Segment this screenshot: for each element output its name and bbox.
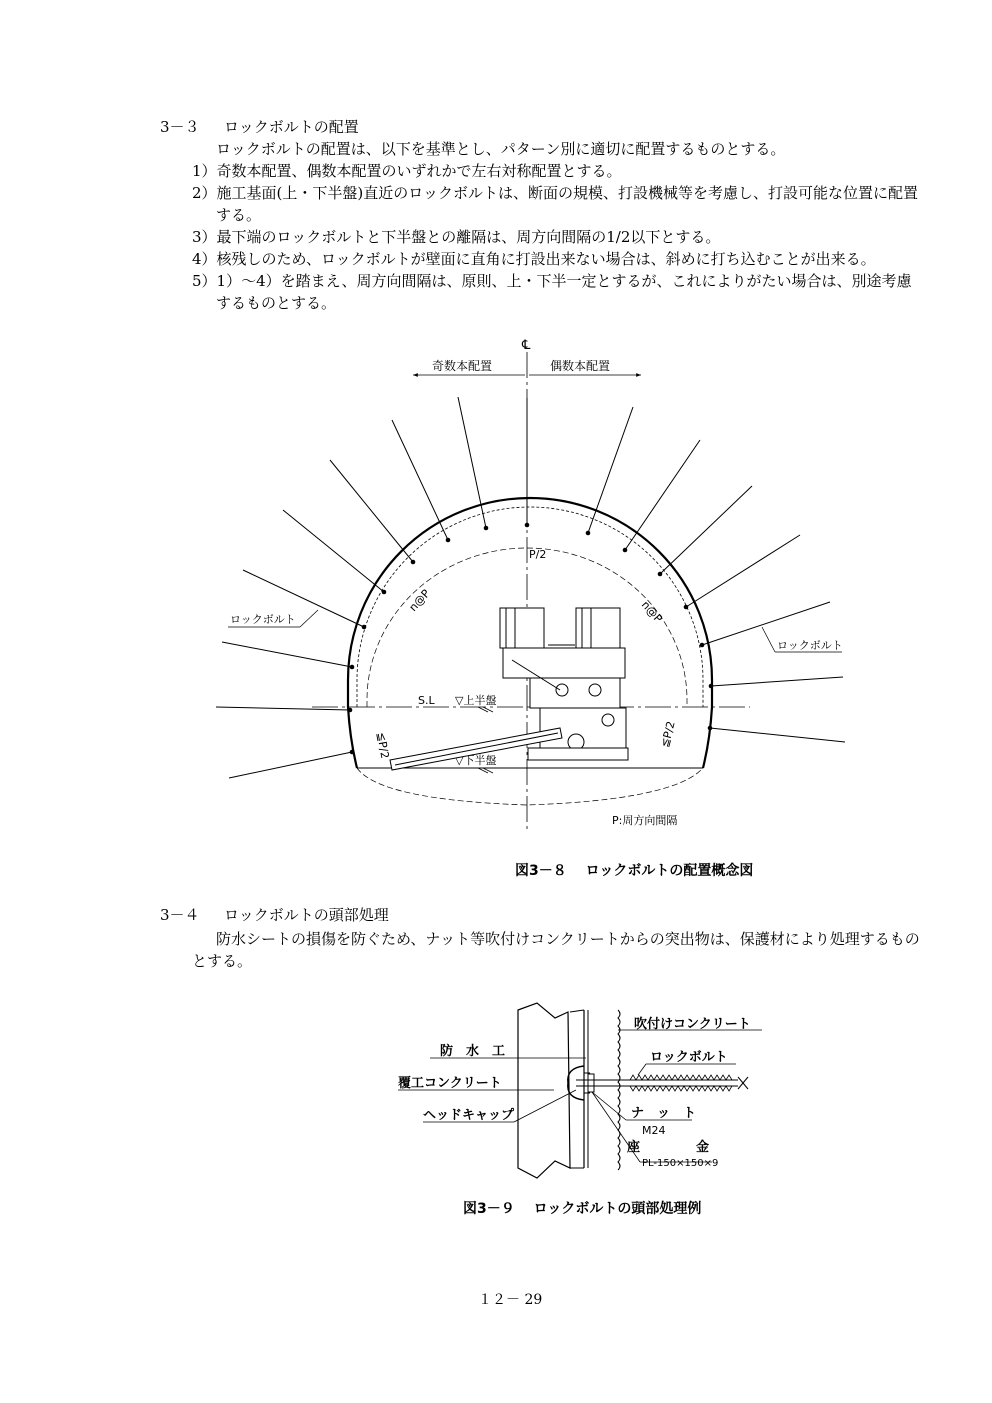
rock-bolt [625, 440, 700, 550]
page-number: １２－ 29 [478, 1292, 543, 1308]
even-placement-label: 偶数本配置 [550, 359, 611, 373]
p2-right-label: ≦P/2 [658, 719, 678, 749]
rock-bolt [660, 486, 752, 574]
figure-3-9-caption: 図3－９ ロックボルトの頭部処理例 [463, 1201, 702, 1217]
section-3-3-number: 3－３ [160, 118, 200, 136]
rock-bolt [711, 677, 843, 686]
list-item-2-cont: する。 [216, 206, 262, 224]
shotcrete-edge [618, 1010, 620, 1170]
washer-label-a: 座 [627, 1140, 641, 1155]
centerline-symbol: ℄ [522, 338, 531, 353]
rock-bolt [710, 728, 845, 742]
section-3-3-heading: ロックボルトの配置 [224, 118, 359, 136]
lining-concrete-section [518, 1003, 570, 1178]
rock-bolt [283, 510, 384, 592]
list-item-1: 1）奇数本配置、偶数本配置のいずれかで左右対称配置とする。 [192, 162, 622, 180]
invert-dashed-line [357, 768, 703, 805]
rock-bolt [229, 752, 352, 778]
rock-bolt [222, 642, 352, 667]
spring-line-label: S.L [418, 694, 435, 707]
p2-left-label: ≦P/2 [374, 731, 392, 760]
section-3-4-body-line2: とする。 [192, 952, 253, 970]
list-item-3: 3）最下端のロックボルトと下半盤との離隔は、周方向間隔の1/2以下とする。 [192, 228, 721, 246]
rock-bolt [588, 407, 633, 533]
list-item-5-cont: するものとする。 [216, 294, 337, 312]
lower-bench-label: ▽下半盤 [455, 754, 497, 767]
rockbolt-label-right: ロックボルト [777, 639, 843, 652]
upper-bench-label: ▽上半盤 [455, 694, 497, 707]
odd-placement-label: 奇数本配置 [432, 359, 493, 373]
rock-bolts [216, 397, 845, 778]
figure-3-8-caption: 図3－８ ロックボルトの配置概念図 [515, 863, 754, 879]
list-item-4: 4）核残しのため、ロックボルトが壁面に直角に打設出来ない場合は、斜めに打ち込むことが出来る。 [192, 250, 876, 268]
rock-bolt [330, 460, 413, 562]
headcap-label: ヘッドキャップ [423, 1108, 515, 1123]
list-item-2: 2）施工基面(上・下半盤)直近のロックボルトは、断面の規模、打設機械等を考慮し、打設可能な位置に配置 [192, 184, 918, 202]
list-item-5: 5）1）～4）を踏まえ、周方向間隔は、原則、上・下半一定とするが、これによりがたい場合は、別途考慮 [192, 272, 912, 290]
nap-right-label: n@P [638, 598, 665, 626]
lower-wall-left [348, 707, 357, 768]
nap-left-label: n@P [406, 587, 433, 615]
washer-size-label: PL-150×150×9 [642, 1158, 719, 1169]
rock-bolt [686, 535, 800, 607]
lining-label: 覆工コンクリート [398, 1076, 502, 1091]
nut-size-label: M24 [642, 1124, 666, 1137]
drilling-jumbo [390, 608, 628, 770]
p2-top-label: P/2 [529, 548, 547, 561]
rockbolt-label-left: ロックボルト [230, 613, 296, 626]
pitch-note: P:周方向間隔 [612, 814, 678, 827]
nut-label: ナ ッ ト [631, 1106, 697, 1121]
waterproof-label: 防 水 工 [440, 1044, 506, 1059]
head-cap [568, 1066, 584, 1100]
lower-wall-right [703, 707, 712, 768]
section-3-4-body-line1: 防水シートの損傷を防ぐため、ナット等吹付けコンクリートからの突出物は、保護材により処理するもの [216, 930, 920, 948]
washer-label-b: 金 [696, 1140, 710, 1155]
rock-bolt [392, 420, 448, 540]
shotcrete-label: 吹付けコンクリート [634, 1017, 751, 1032]
section-3-3-intro: ロックボルトの配置は、以下を基準とし、パターン別に適切に配置するものとする。 [216, 140, 786, 158]
rock-bolt [216, 707, 350, 710]
section-3-4-heading: ロックボルトの頭部処理 [224, 906, 389, 924]
rockbolt-label: ロックボルト [650, 1050, 728, 1065]
section-3-4-number: 3－４ [160, 906, 200, 924]
